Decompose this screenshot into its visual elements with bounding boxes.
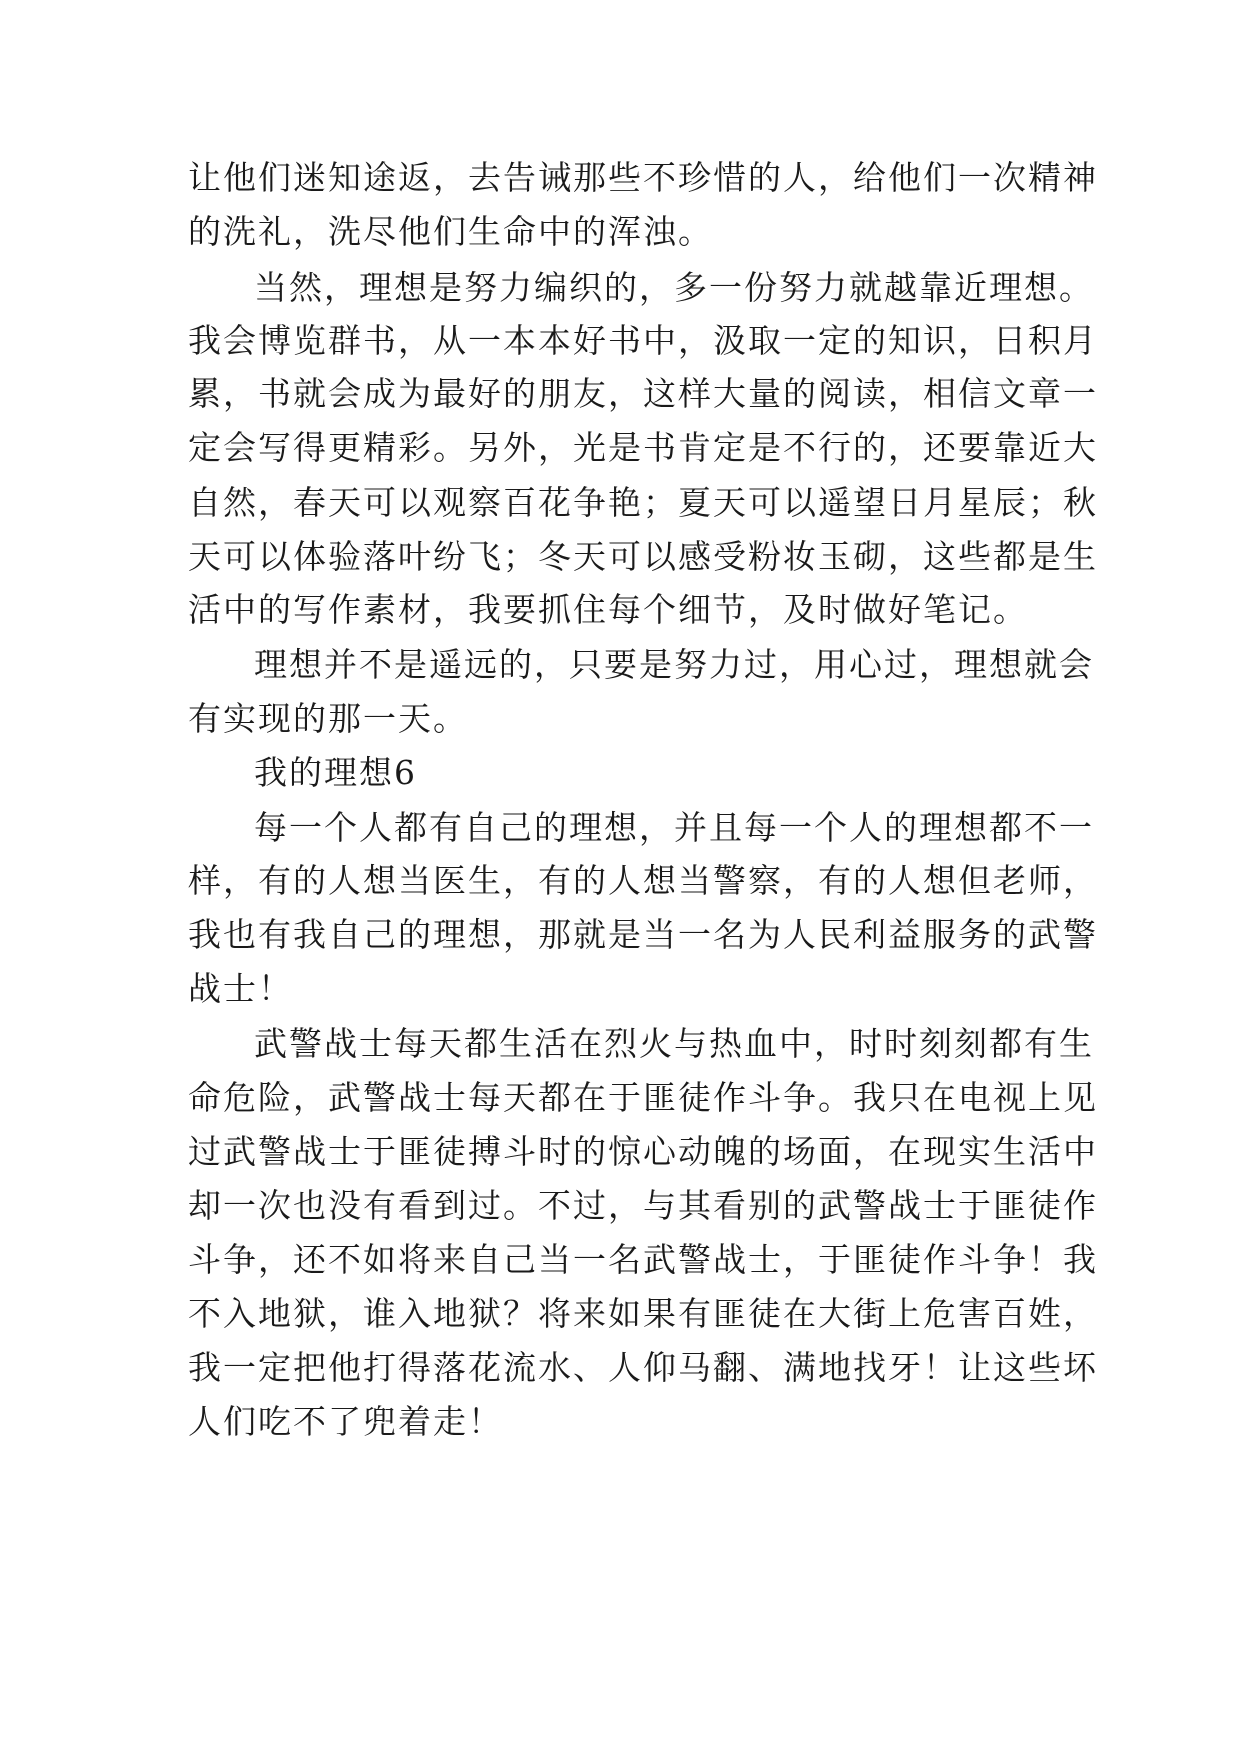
text-line: 过武警战士于匪徒搏斗时的惊心动魄的场面，在现实生活中 xyxy=(188,1132,1098,1171)
text-line: 我会博览群书，从一本本好书中，汲取一定的知识，日积月 xyxy=(188,321,1098,360)
text-line: 每一个人都有自己的理想，并且每一个人的理想都不一 xyxy=(254,808,1094,847)
text-line: 斗争，还不如将来自己当一名武警战士，于匪徒作斗争！我 xyxy=(188,1240,1098,1279)
text-line: 武警战士每天都生活在烈火与热血中，时时刻刻都有生 xyxy=(254,1024,1094,1063)
text-line: 命危险，武警战士每天都在于匪徒作斗争。我只在电视上见 xyxy=(188,1078,1098,1117)
text-line: 当然，理想是努力编织的，多一份努力就越靠近理想。 xyxy=(254,268,1094,307)
text-line: 我也有我自己的理想，那就是当一名为人民利益服务的武警 xyxy=(188,915,1098,954)
text-line: 的洗礼，洗尽他们生命中的浑浊。 xyxy=(188,212,713,251)
text-line: 有实现的那一天。 xyxy=(188,699,468,738)
text-line: 定会写得更精彩。另外，光是书肯定是不行的，还要靠近大 xyxy=(188,428,1098,467)
text-line: 却一次也没有看到过。不过，与其看别的武警战士于匪徒作 xyxy=(188,1186,1098,1225)
text-line: 让他们迷知途返，去告诫那些不珍惜的人，给他们一次精神 xyxy=(188,158,1098,197)
section-heading: 我的理想6 xyxy=(254,753,417,792)
text-line: 自然，春天可以观察百花争艳；夏天可以遥望日月星辰；秋 xyxy=(188,483,1098,522)
text-line: 人们吃不了兜着走！ xyxy=(188,1402,503,1441)
text-line: 样，有的人想当医生，有的人想当警察，有的人想但老师， xyxy=(188,861,1098,900)
text-line: 理想并不是遥远的，只要是努力过，用心过，理想就会 xyxy=(254,645,1094,684)
text-line: 天可以体验落叶纷飞；冬天可以感受粉妆玉砌，这些都是生 xyxy=(188,537,1098,576)
text-line: 累，书就会成为最好的朋友，这样大量的阅读，相信文章一 xyxy=(188,374,1098,413)
text-line: 活中的写作素材，我要抓住每个细节，及时做好笔记。 xyxy=(188,590,1028,629)
text-line: 不入地狱，谁入地狱？将来如果有匪徒在大街上危害百姓， xyxy=(188,1294,1098,1333)
text-line: 战士！ xyxy=(188,969,293,1008)
text-line: 我一定把他打得落花流水、人仰马翻、满地找牙！让这些坏 xyxy=(188,1348,1098,1387)
